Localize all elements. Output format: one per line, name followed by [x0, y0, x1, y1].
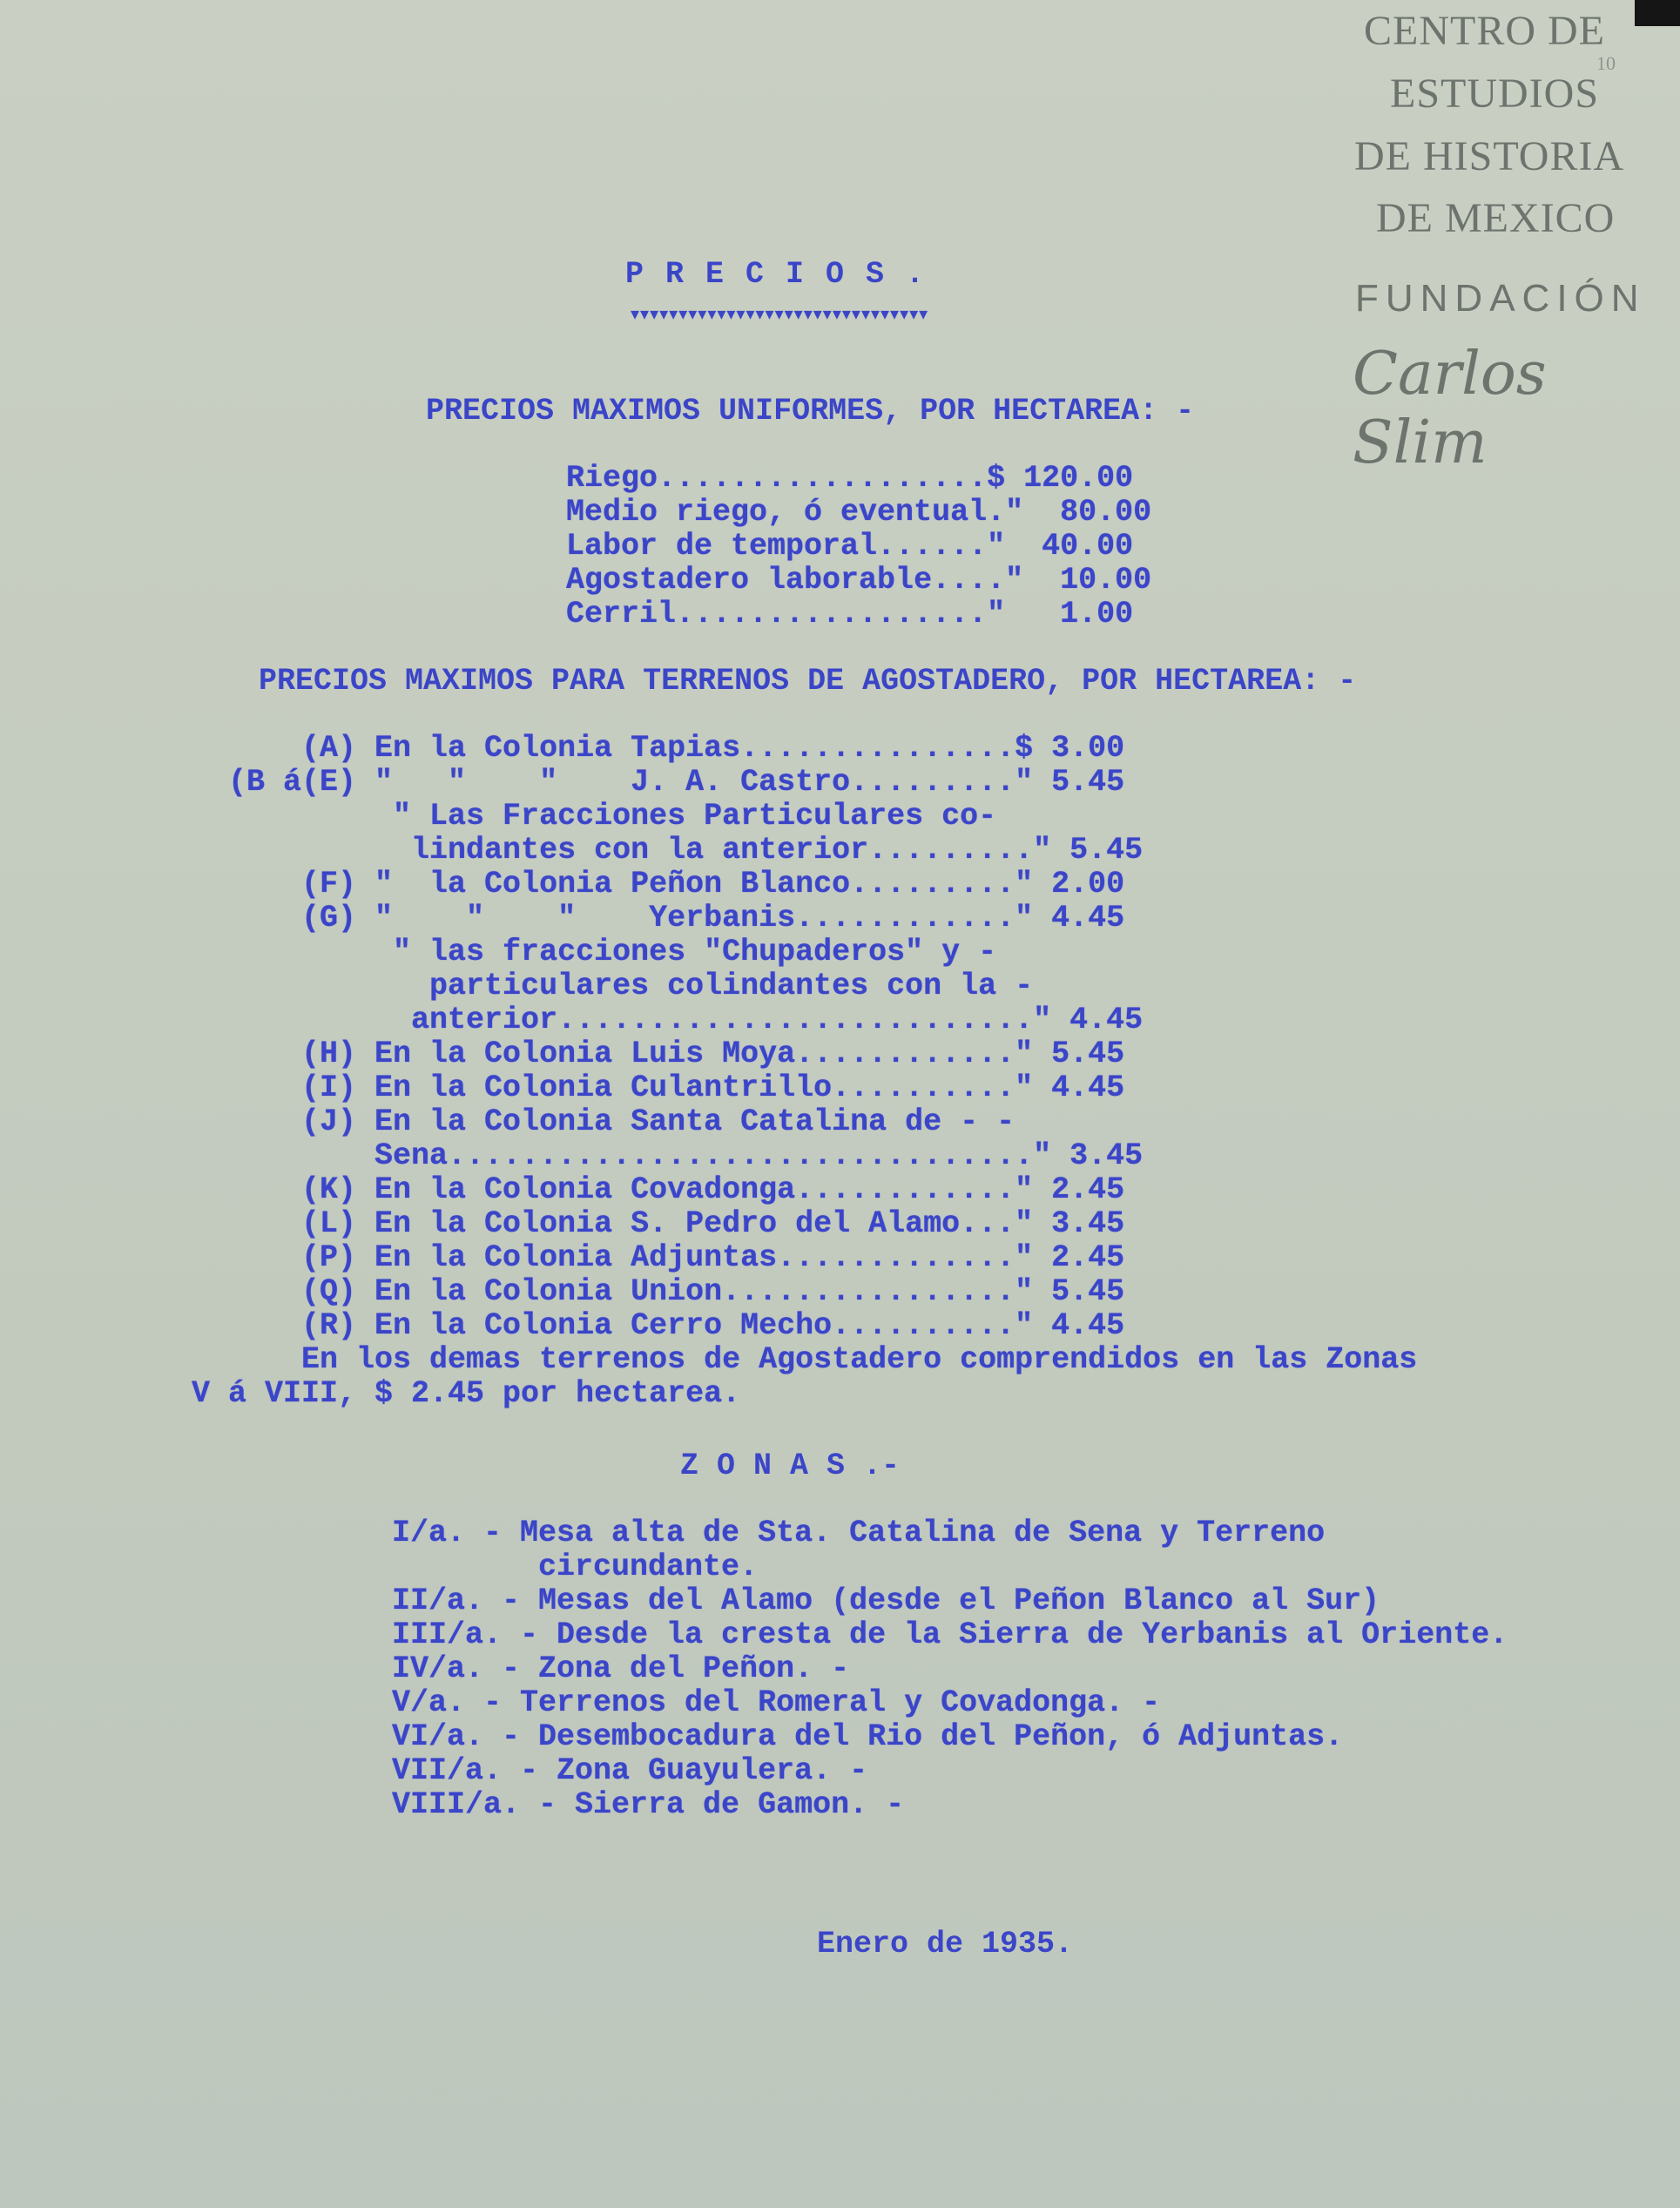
- watermark-fundacion: FUNDACIÓN: [1355, 277, 1646, 320]
- watermark-line-2: ESTUDIOS: [1390, 71, 1600, 117]
- watermark-line-3: DE HISTORIA: [1354, 133, 1625, 179]
- section-heading-uniform: PRECIOS MAXIMOS UNIFORMES, POR HECTAREA: -: [426, 394, 1195, 429]
- page-number: 10: [1596, 52, 1616, 74]
- section-heading-zonas: Z O N A S .-: [680, 1448, 901, 1483]
- watermark-signature: Carlos Slim: [1353, 340, 1547, 477]
- watermark-line-1: CENTRO DE: [1364, 8, 1605, 54]
- zonas-list: I/a. - Mesa alta de Sta. Catalina de Sena y Terreno circundante. II/a. - Mesas del Alamo (desde el Peñon Blanco al Sur) III/a. - Desde la cresta de la Sierra de Yerbanis al Oriente. IV/a. - Zona del Peñon. - V/a. - Terrenos del Romeral y Covadonga. - VI/a. - Desembocadura del Rio del Peñon, ó Adjuntas. VII/a. - Zona Guayulera. - VIII/a. - Sierra de Gamon. -: [392, 1516, 1508, 1822]
- agostadero-prices-list: (A) En la Colonia Tapias...............$ 3.00 (B á(E) " " " J. A. Castro........." 5.45 " Las Fracciones Particulares co- lindantes con la anterior........." 5.45 (F) " la Colonia Peñon Blanco........." 2.00 (G) " " " Yerbanis............" 4.45 " las fracciones "Chupaderos" y - particulares colindantes con la - anterior.........................." 4.45 (H) En la Colonia Luis Moya............" 5.45 (I) En la Colonia Culantrillo.........." 4.45 (J) En la Colonia Santa Catalina de - - Sena................................" 3.45 (K) En la Colonia Covadonga............" 2.45 (L) En la Colonia S. Pedro del Alamo..." 3.45 (P) En la Colonia Adjuntas............." 2.45 (Q) En la Colonia Union................" 5.45 (R) En la Colonia Cerro Mecho.........." 4.45 En los demas terrenos de Agostadero comprendidos en las Zonas V á VIII, $ 2.45 por hectarea.: [192, 731, 1418, 1411]
- section-heading-agostadero: PRECIOS MAXIMOS PARA TERRENOS DE AGOSTADERO, POR HECTAREA: -: [259, 664, 1357, 699]
- document-date: Enero de 1935.: [817, 1927, 1074, 1962]
- watermark-line-4: DE MEXICO: [1376, 195, 1616, 241]
- torn-corner: [1635, 0, 1680, 26]
- title-underline: ▾▾▾▾▾▾▾▾▾▾▾▾▾▾▾▾▾▾▾▾▾▾▾▾▾▾▾▾▾▾▾: [631, 303, 929, 324]
- uniform-prices-list: Riego..................$ 120.00 Medio riego, ó eventual." 80.00 Labor de temporal......" 40.00 Agostadero laborable...." 10.00 Cerril................." 1.00: [566, 461, 1152, 631]
- page-title: P R E C I O S .: [625, 257, 927, 292]
